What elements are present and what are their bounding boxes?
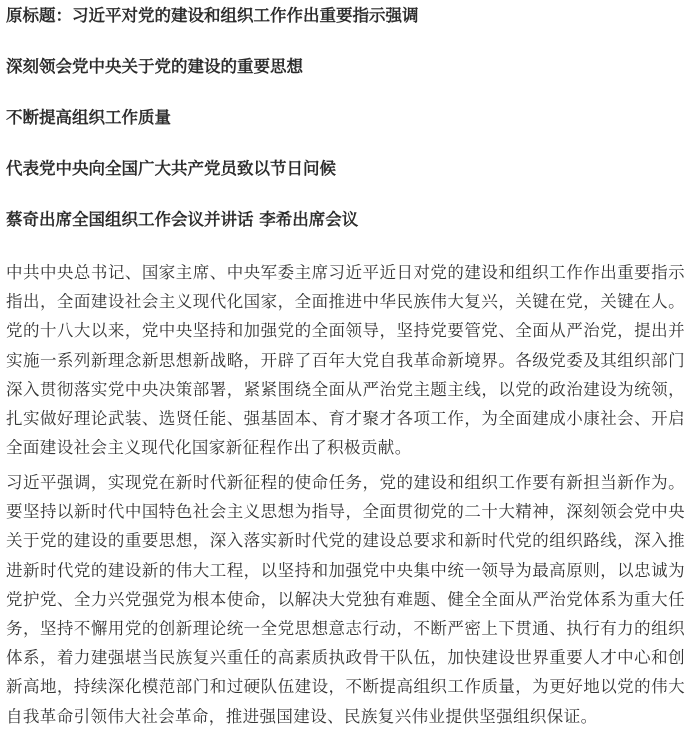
subtitle-heading-1: 深刻领会党中央关于党的建设的重要思想 (6, 57, 303, 76)
subtitle-heading-4: 蔡奇出席全国组织工作会议并讲话 李希出席会议 (6, 210, 359, 229)
subtitle-heading-2: 不断提高组织工作质量 (6, 108, 171, 127)
body-paragraph-1: 中共中央总书记、国家主席、中央军委主席习近平近日对党的建设和组织工作作出重要指示指出，全面建设社会主义现代化国家，全面推进中华民族伟大复兴，关键在党，关键在人。党的十八大以来，党中央坚持和加强党的全面领导，坚持党要管党、全面从严治党，提出并实施一系列新理念新思想新战略，开辟了百年大党自我革命新境界。各级党委及其组织部门深入贯彻落实党中央决策部署，紧紧围绕全面从严治党主题主线，以党的政治建设为统领，扎实做好理论武装、选贤任能、强基固本、育才聚才各项工作，为全面建成小康社会、开启全面建设社会主义现代化国家新征程作出了积极贡献。 (6, 263, 685, 458)
subtitle-heading-3: 代表党中央向全国广大共产党员致以节日问候 (6, 159, 336, 178)
body-paragraph-2: 习近平强调，实现党在新时代新征程的使命任务，党的建设和组织工作要有新担当新作为。要坚持以新时代中国特色社会主义思想为指导，全面贯彻党的二十大精神，深刻领会党中央关于党的建设的重要思想，深入落实新时代党的建设总要求和新时代党的组织路线，深入推进新时代党的建设新的伟大工程，以坚持和加强党中央集中统一领导为最高原则，以忠诚为党护党、全力兴党强党为根本使命，以解决大党独有难题、健全全面从严治党体系为重大任务，坚持不懈用党的创新理论统一全党思想意志行动，不断严密上下贯通、执行有力的组织体系，着力建强堪当民族复兴重任的高素质执政骨干队伍，加快建设世界重要人才中心和创新高地，持续深化模范部门和过硬队伍建设，不断提高组织工作质量，为更好地以党的伟大自我革命引领伟大社会革命，推进强国建设、民族复兴伟业提供坚强组织保证。 (6, 473, 685, 726)
original-title-heading: 原标题：习近平对党的建设和组织工作作出重要指示强调 (6, 6, 419, 25)
